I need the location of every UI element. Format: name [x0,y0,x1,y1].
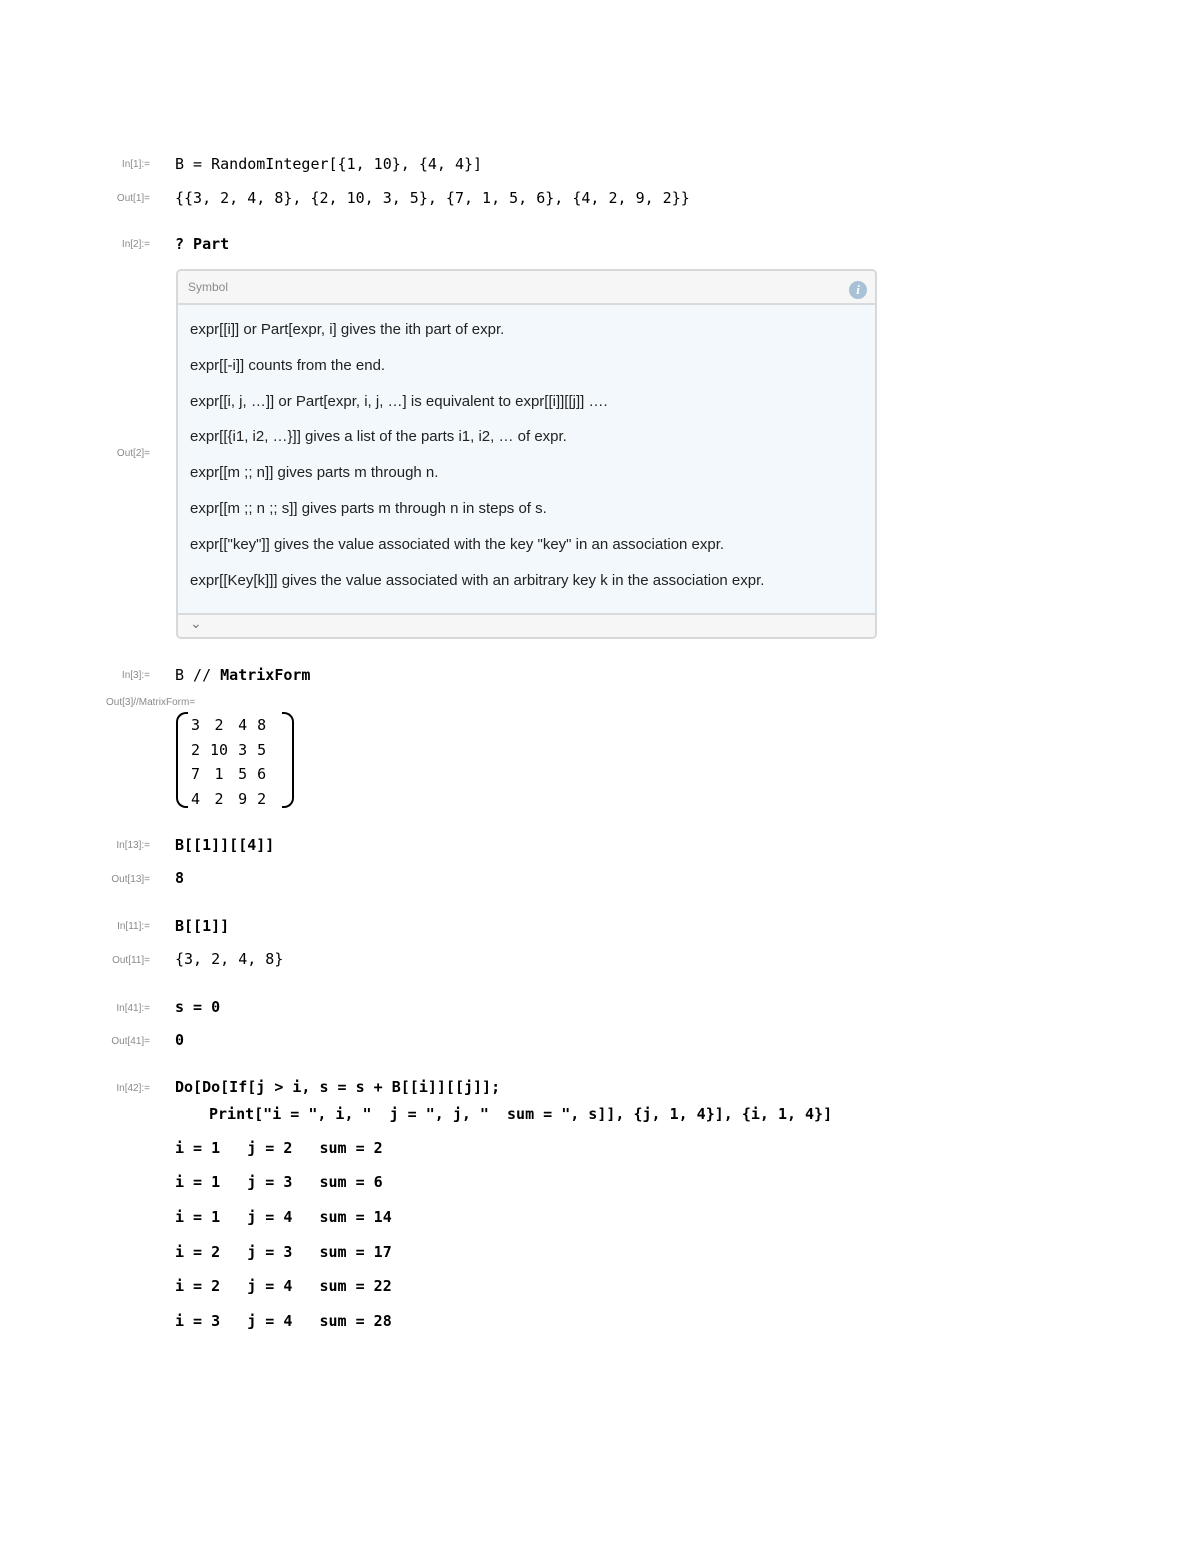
input-cell-2[interactable]: ? Part [175,235,230,253]
print-line-1: i = 1 j = 2 sum = 2 [175,1139,383,1157]
info-line-1: expr[[i]] or Part[expr, i] gives the ith part of expr. [190,321,505,338]
matrix-cell: 2 [191,740,201,759]
matrix-row [186,713,271,738]
info-box-header [178,271,875,305]
matrix-cell: 2 [257,789,267,808]
in-label-3: In[3]:= [121,670,150,681]
out-label-1: Out[1]= [116,193,150,204]
print-line-2: i = 1 j = 3 sum = 6 [175,1173,383,1191]
in-label-2: In[2]:= [121,239,150,250]
info-box-title: Symbol [188,280,229,294]
out-label-41: Out[41]= [111,1036,150,1047]
input-cell-42-line-1[interactable]: Do[Do[If[j > i, s = s + B[[i]][[j]]; [175,1078,501,1096]
matrix-cell: 1 [214,765,224,784]
output-cell-11: {3, 2, 4, 8} [175,950,284,968]
chevron-down-icon[interactable]: ⌄ [190,616,202,632]
input-cell-11[interactable]: B[[1]] [175,917,230,935]
input-cell-13[interactable]: B[[1]][[4]] [175,836,275,854]
matrix-row [186,787,271,812]
info-line-7: expr[["key"]] gives the value associated with the key "key" in an association expr. [190,535,725,553]
print-line-3: i = 1 j = 4 sum = 14 [175,1208,392,1226]
right-paren [282,712,294,808]
matrix-table [186,713,271,811]
out-label-3: Out[3]//MatrixForm= [106,697,196,708]
matrix-output [176,712,294,806]
info-line-5: expr[[m ;; n]] gives parts m through n. [190,464,439,482]
input-cell-41[interactable]: s = 0 [175,998,221,1016]
matrix-cell: 7 [191,765,201,784]
matrix-cell: 2 [214,789,224,808]
output-cell-13: 8 [175,869,185,887]
in-label-13: In[13]:= [116,840,150,851]
output-cell-1: {{3, 2, 4, 8}, {2, 10, 3, 5}, {7, 1, 5, 6}, {4, 2, 9, 2}} [175,189,690,207]
info-line-6: expr[[m ;; n ;; s]] gives parts m through n in steps of s. [190,499,547,517]
info-line-3: expr[[i, j, …]] or Part[expr, i, j, …] is equivalent to expr[[i]][[j]] …. [190,392,608,410]
matrix-cell: 3 [238,740,248,759]
info-icon[interactable]: i [849,281,867,299]
matrix-row [186,762,271,787]
info-line-8: expr[[Key[k]]] gives the value associated with an arbitrary key k in the association expr. [190,571,765,589]
matrix-cell: 3 [191,716,201,735]
info-line-4: expr[[{i1, i2, …}]] gives a list of the parts i1, i2, … of expr. [190,428,567,446]
matrix-cell: 4 [238,716,248,735]
in-label-11: In[11]:= [117,921,150,932]
matrix-cell: 8 [257,716,267,735]
output-cell-41: 0 [175,1031,185,1049]
input-cell-1[interactable]: B = RandomInteger[{1, 10}, {4, 4}] [175,155,483,173]
print-line-6: i = 3 j = 4 sum = 28 [175,1312,392,1330]
out-label-2: Out[2]= [116,448,150,459]
print-line-4: i = 2 j = 3 sum = 17 [175,1243,392,1261]
out-label-11: Out[11]= [112,955,150,966]
matrix-cell: 6 [257,765,267,784]
out-label-13: Out[13]= [111,874,150,885]
in-label-41: In[41]:= [116,1003,150,1014]
matrixform-keyword: MatrixForm [220,666,311,684]
in-label-1: In[1]:= [121,159,150,170]
print-line-5: i = 2 j = 4 sum = 22 [175,1277,392,1295]
matrix-cell: 9 [238,789,248,808]
input-cell-3[interactable]: B // MatrixForm [175,666,311,684]
part-info-box [176,269,877,639]
matrix-row [186,738,271,763]
matrix-cell: 10 [210,740,229,759]
info-box-lines [190,321,764,607]
input-cell-42-line-2[interactable]: Print["i = ", i, " j = ", j, " sum = ", s]], {j, 1, 4}], {i, 1, 4}] [209,1105,833,1123]
in-label-42: In[42]:= [116,1083,150,1094]
matrix-cell: 2 [214,716,224,735]
matrix-cell: 4 [191,789,201,808]
matrix-cell: 5 [238,765,248,784]
info-line-2: expr[[-i]] counts from the end. [190,356,386,374]
matrix-cell: 5 [257,740,267,759]
info-box-footer [178,613,875,637]
